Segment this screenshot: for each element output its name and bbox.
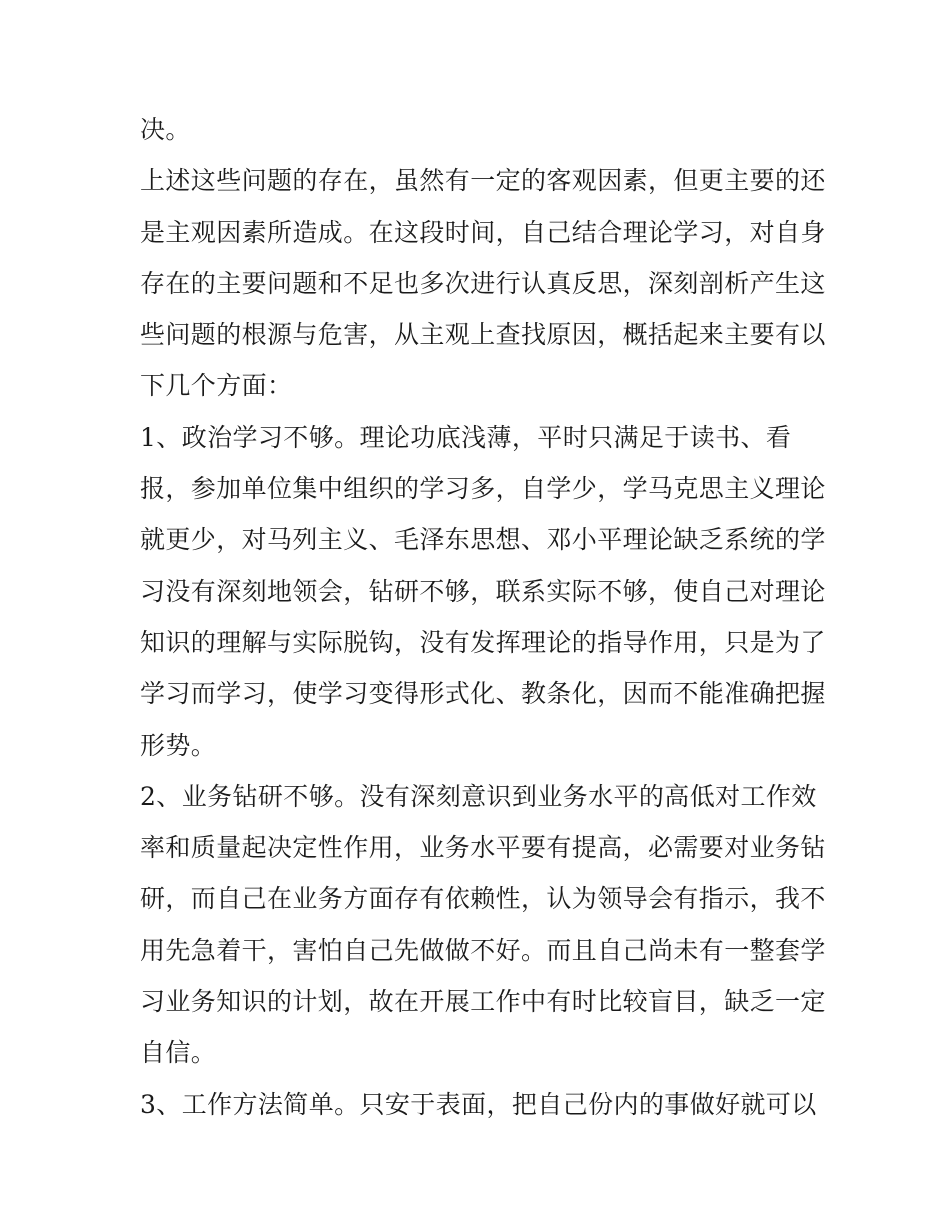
text-line: 3、工作方法简单。只安于表面，把自己份内的事做好就可以: [140, 1089, 817, 1119]
text-line: 形势。: [140, 730, 217, 760]
text-line: 下几个方面：: [140, 371, 293, 401]
text-line: 用先急着干，害怕自己先做做不好。而且自己尚未有一整套学: [140, 935, 826, 965]
text-line: 1、政治学习不够。理论功底浅薄，平时只满足于读书、看: [140, 422, 792, 452]
text-line: 是主观因素所造成。在这段时间，自己结合理论学习，对自身: [140, 217, 826, 247]
text-line: 知识的理解与实际脱钩，没有发挥理论的指导作用，只是为了: [140, 627, 826, 657]
text-line: 习业务知识的计划，故在开展工作中有时比较盲目，缺乏一定: [140, 987, 826, 1017]
text-line: 上述这些问题的存在，虽然有一定的客观因素，但更主要的还: [140, 166, 826, 196]
text-line: 决。: [140, 115, 191, 144]
text-line: 率和质量起决定性作用，业务水平要有提高，必需要对业务钻: [140, 833, 826, 863]
text-line: 2、业务钻研不够。没有深刻意识到业务水平的高低对工作效: [140, 781, 817, 811]
text-line: 学习而学习，使学习变得形式化、教条化，因而不能准确把握: [140, 679, 826, 709]
text-line: 自信。: [140, 1038, 217, 1068]
text-line: 习没有深刻地领会，钻研不够，联系实际不够，使自己对理论: [140, 576, 826, 606]
document-body: [140, 104, 826, 1130]
text-line: 研，而自己在业务方面存有依赖性，认为领导会有指示，我不: [140, 884, 826, 914]
text-line: 存在的主要问题和不足也多次进行认真反思，深刻剖析产生这: [140, 268, 826, 298]
text-line: 些问题的根源与危害，从主观上查找原因，概括起来主要有以: [140, 320, 826, 350]
text-line: 就更少，对马列主义、毛泽东思想、邓小平理论缺乏系统的学: [140, 525, 826, 555]
text-line: 报，参加单位集中组织的学习多，自学少，学马克思主义理论: [140, 474, 826, 504]
